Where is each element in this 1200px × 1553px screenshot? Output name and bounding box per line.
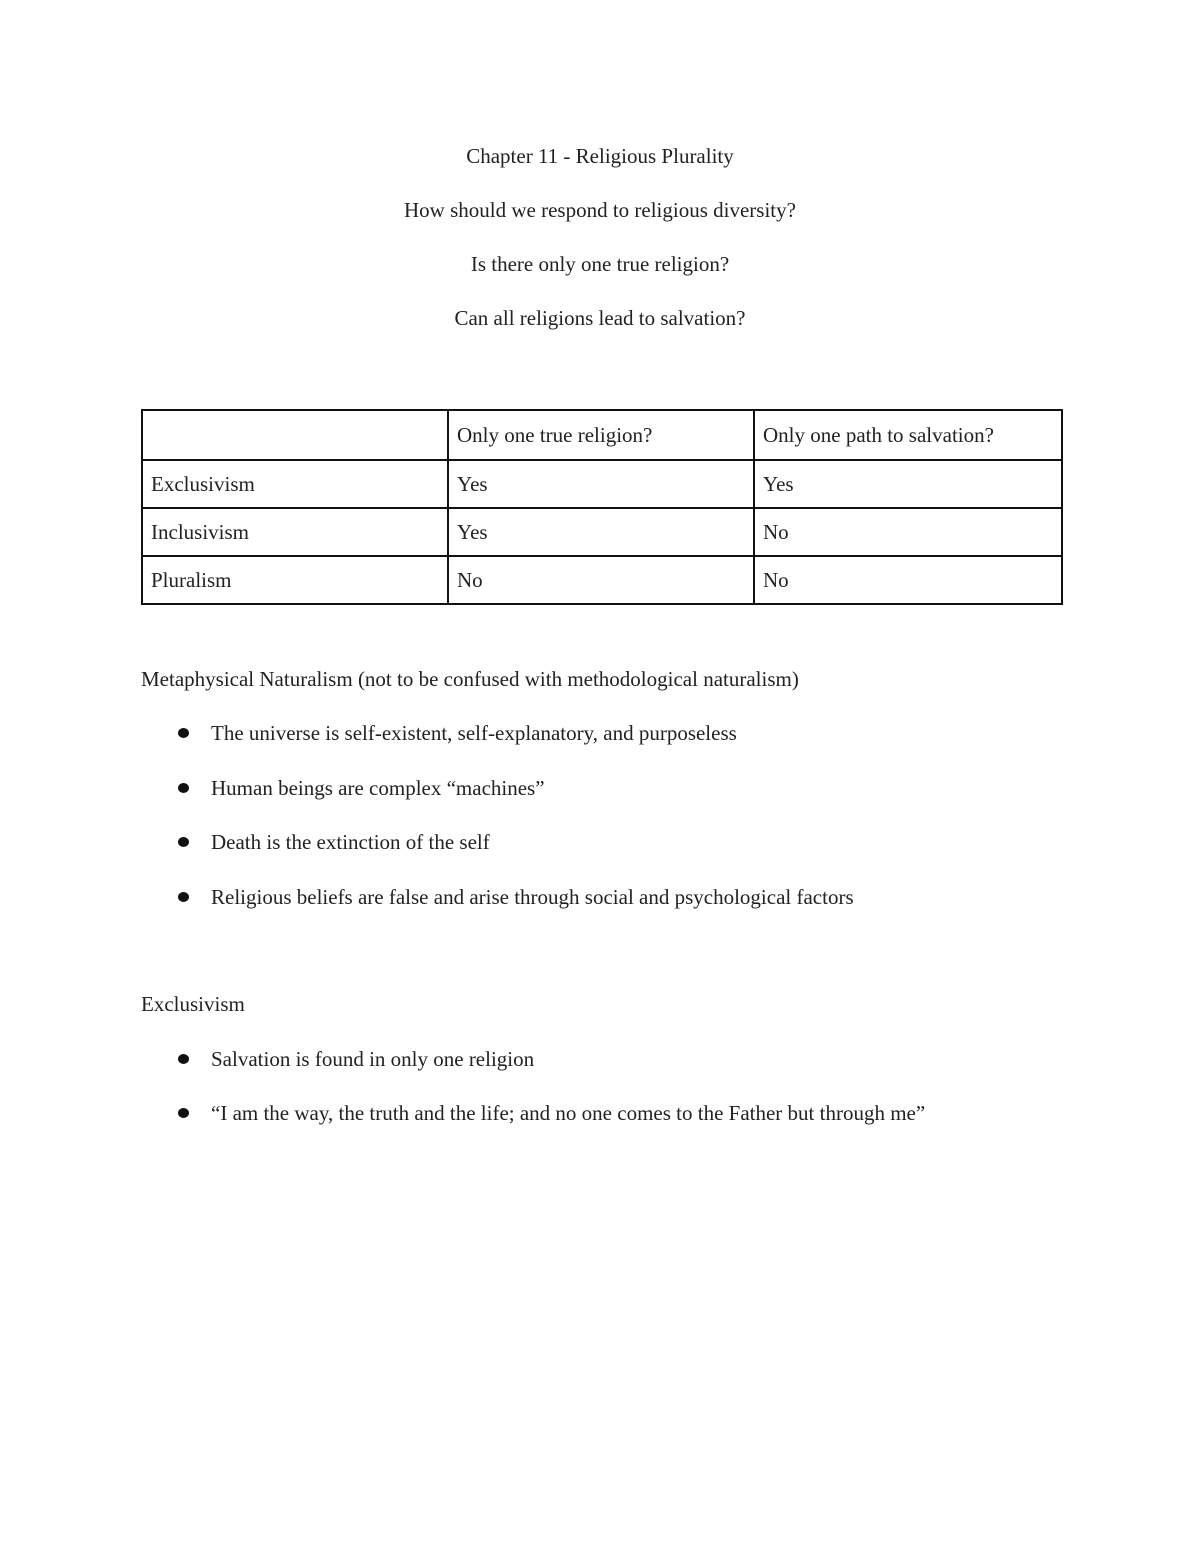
bullet-text: Salvation is found in only one religion (211, 1047, 535, 1071)
bullet-text: Religious beliefs are false and arise through social and psychological factors (211, 885, 854, 909)
bullet-icon (178, 892, 189, 902)
table-cell: Exclusivism (142, 460, 448, 508)
bullet-text: Human beings are complex “machines” (211, 776, 545, 800)
table-header-cell (142, 410, 448, 460)
question-diversity: How should we respond to religious diversity? (404, 198, 796, 222)
table-cell: No (448, 556, 754, 604)
bullet-icon (178, 1054, 189, 1064)
bullet-icon (178, 728, 189, 738)
bullet-text: Death is the extinction of the self (211, 830, 490, 854)
naturalism-heading: Metaphysical Naturalism (not to be confused with methodological naturalism) (141, 667, 799, 691)
table-header-row (142, 410, 1062, 460)
table-cell: Pluralism (142, 556, 448, 604)
bullet-icon (178, 837, 189, 847)
bullet-icon (178, 1108, 189, 1118)
page-title: Chapter 11 - Religious Plurality (466, 144, 734, 168)
table-cell: Yes (448, 460, 754, 508)
question-one-true-religion: Is there only one true religion? (470, 252, 730, 276)
table-cell: No (754, 556, 1062, 604)
table-cell: Yes (754, 460, 1062, 508)
question-salvation: Can all religions lead to salvation? (454, 306, 746, 330)
table-row (142, 508, 1062, 556)
bullet-text: “I am the way, the truth and the life; and no one comes to the Father but through me” (211, 1101, 926, 1125)
table-header-cell: Only one true religion? (448, 410, 754, 460)
table-cell: Inclusivism (142, 508, 448, 556)
table-row (142, 460, 1062, 508)
table-cell: Yes (448, 508, 754, 556)
table-header-cell: Only one path to salvation? (754, 410, 1062, 460)
bullet-text: The universe is self-existent, self-explanatory, and purposeless (211, 721, 737, 745)
table-row (142, 556, 1062, 604)
bullet-icon (178, 783, 189, 793)
exclusivism-heading: Exclusivism (141, 992, 245, 1016)
plurality-comparison-table (141, 409, 1063, 605)
table-cell: No (754, 508, 1062, 556)
